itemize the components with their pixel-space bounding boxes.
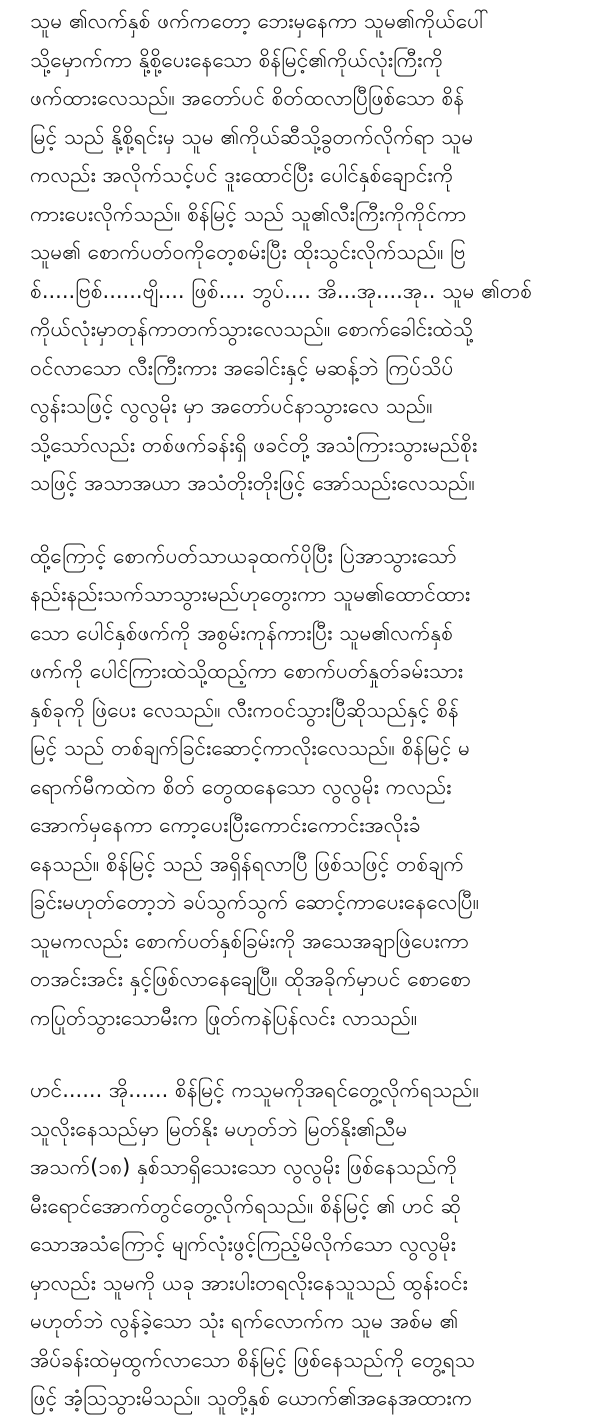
- text-line: ဝင်လာသော လီးကြီးကား အခေါင်းနှင့် မဆန့်ဘဲ ကြပ်သိပ်: [30, 355, 454, 380]
- paragraph-2: [30, 537, 586, 1038]
- text-line: နည်းနည်းသက်သာသွားမည်ဟုတွေးကာ သူမ၏ထောင်ထား: [30, 582, 471, 606]
- text-line: ခြင်းမဟုတ်တော့ဘဲ ခပ်သွက်သွက် ဆောင့်ကာပေးနေလေပြီ။: [30, 890, 480, 914]
- text-line: သို့သော်လည်း တစ်ဖက်ခန်းရှိ ဖခင်တို့ အသံကြားသွားမည်စိုး: [30, 432, 478, 457]
- text-line: နေသည်။ စိန်မြင့် သည် အရှိန်ရလာပြီ ဖြစ်သဖြင့် တစ်ချက်: [30, 851, 464, 876]
- text-line: ထို့ကြောင့် စောက်ပတ်သာယခုထက်ပိုပြီး ပြဲအာသွားသော်: [30, 543, 457, 568]
- text-line: မြင့် သည် နို့စို့ရင်းမှ သူမ ၏ကိုယ်ဆီသို့ခွတက်လိုက်ရာ သူမ: [30, 124, 474, 149]
- text-line: သောအသံကြောင့် မျက်လုံးဖွင့်ကြည့်မိလိုက်သော လွလွမိုး: [30, 1232, 456, 1256]
- text-line: ရောက်မီကထဲက စိတ် တွေထနေသော လွလွမိုး ကလည်း: [30, 774, 452, 799]
- text-line: နှစ်ခုကို ဖြဲပေး လေသည်။ လီးကဝင်သွားပြီဆိုသည်နှင့် စိန်: [30, 697, 459, 722]
- text-line: သို့မှောက်ကာ နို့စို့ပေးနေသော စိန်မြင့်၏ကိုယ်လုံးကြီးကို: [30, 47, 444, 72]
- text-line: ကိုယ်လုံးမှာတုန်ကာတက်သွားလေသည်။ စောက်ခေါင်းထဲသို့: [30, 317, 474, 341]
- text-line: ဖြင့် အံ့သြသွားမိသည်။ သူတို့နှစ် ယောက်၏အနေအထားက: [30, 1386, 473, 1410]
- text-line: တအင်းအင်း နှင့်ဖြစ်လာနေချေပြီ။ ထိုအခိုက်မှာပင် စောစော: [30, 967, 471, 991]
- paragraph-1: [30, 2, 586, 503]
- text-line: မဟုတ်ဘဲ လွန်ခဲ့သော သုံး ရက်လောက်က သူမ အစ်မ ၏: [30, 1309, 459, 1333]
- paragraph-3: [30, 1071, 586, 1418]
- text-line: မီးရောင်အောက်တွင်တွေ့လိုက်ရသည်။ စိန်မြင့် ၏ ဟင် ဆို: [30, 1193, 462, 1218]
- text-line: အသက်(၁၈) နှစ်သာရှိသေးသော လွလွမိုး ဖြစ်နေသည်ကို: [30, 1155, 458, 1179]
- text-line: သဖြင့် အသာအယာ အသံတိုးတိုးဖြင့် အော်သည်းလေသည်။: [30, 471, 475, 495]
- text-line: ကားပေးလိုက်သည်။ စိန်မြင့် သည် သူ၏လီးကြီးကိုကိုင်ကာ: [30, 201, 467, 226]
- text-line: စ်.....ဗြစ်......ဗျိ.... ဖြစ်.... ဘွပ်.... အိ...အု....အု.. သူမ ၏တစ်: [30, 278, 533, 303]
- text-line: သူမ၏ စောက်ပတ်ဝကိုတေ့စမ်းပြီး ထိုးသွင်းလိုက်သည်။ ဗြ: [30, 240, 466, 264]
- text-line: ဖက်ထားလေသည်။ အတော်ပင် စိတ်ထလာပြီဖြစ်သော စိန်: [30, 86, 465, 110]
- text-line: ဖက်ကို ပေါင်ကြားထဲသို့ထည့်ကာ စောက်ပတ်နှုတ်ခမ်းသား: [30, 659, 464, 683]
- text-line: သူမကလည်း စောက်ပတ်နှစ်ခြမ်းကို အသေအချာဖြဲပေးကာ: [30, 928, 469, 953]
- text-line: မှာလည်း သူမကို ယခု အားပါးတရလိုးနေသူသည် ထွန်းဝင်း: [30, 1270, 468, 1295]
- text-line: သူလိုးနေသည်မှာ မြတ်နိုး မဟုတ်ဘဲ မြတ်နိုး၏ညီမ: [30, 1116, 408, 1141]
- text-line: ကလည်း အလိုက်သင့်ပင် ဒူးထောင်ပြီး ပေါင်နှစ်ချောင်းကို: [30, 163, 454, 187]
- text-line: အောက်မှနေကာ ကော့ပေးပြီးကောင်းကောင်းအလိုးခံ: [30, 813, 421, 837]
- text-line: မြင့် သည် တစ်ချက်ခြင်းဆောင့်ကာလိုးလေသည်။ စိန်မြင့် မ: [30, 736, 471, 760]
- text-line: ဟင်...... အို...... စိန်မြင့် ကသူမကိုအရင်တွေ့လိုက်ရသည်။: [30, 1078, 479, 1102]
- text-line: ကပြုတ်သွားသောမီးက ဖြုတ်ကနဲပြန်လင်း လာသည်။: [30, 1005, 418, 1030]
- text-line: သူမ ၏လက်နှစ် ဖက်ကတော့ ဘေးမှနေကာ သူမ၏ကိုယ်ပေါ်: [30, 9, 489, 33]
- text-line: လွန်းသဖြင့် လွလွမိုး မှာ အတော်ပင်နာသွားလေ သည်။: [30, 394, 433, 418]
- text-line: အိပ်ခန်းထဲမှထွက်လာသော စိန်မြင့် ဖြစ်နေသည်ကို တွေ့ရသ: [30, 1347, 476, 1372]
- text-line: သော ပေါင်နှစ်ဖက်ကို အစွမ်းကုန်ကားပြီး သူမ၏လက်နှစ်: [30, 620, 454, 645]
